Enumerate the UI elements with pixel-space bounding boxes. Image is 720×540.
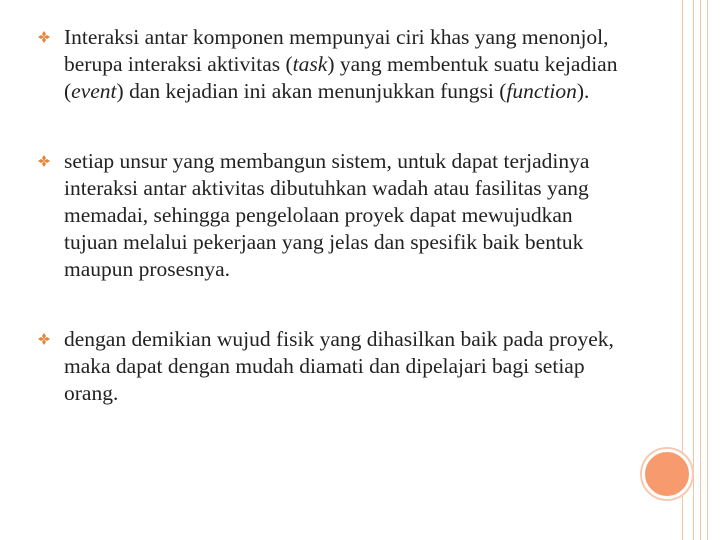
bullet-item bbox=[36, 326, 626, 407]
bullet-text: dengan demikian wujud fisik yang dihasilkan baik pada proyek, maka dapat dengan mudah diamati dan dipelajari bagi setiap orang. bbox=[64, 327, 614, 405]
decorative-circle bbox=[642, 449, 692, 499]
decorative-stripe bbox=[700, 0, 701, 540]
bullet-item bbox=[36, 148, 626, 283]
bullet-text: setiap unsur yang membangun sistem, untuk dapat terjadinya interaksi antar aktivitas dibutuhkan wadah atau fasilitas yang memadai, sehingga pengelolaan proyek dapat mewujudkan tujuan melalui pekerjaan yang jelas dan spesifik baik bentuk maupun prosesnya. bbox=[64, 149, 590, 281]
decorative-stripe bbox=[693, 0, 694, 540]
bullet-list bbox=[36, 24, 626, 407]
bullet-item bbox=[36, 24, 626, 105]
four-diamond-bullet-icon bbox=[38, 333, 50, 345]
bullet-text: Interaksi antar komponen mempunyai ciri khas yang menonjol, berupa interaksi aktivitas (task) yang membentuk suatu kejadian (event) dan kejadian ini akan menunjukkan fungsi (function). bbox=[64, 25, 618, 103]
decorative-stripe bbox=[707, 0, 708, 540]
four-diamond-bullet-icon bbox=[38, 155, 50, 167]
four-diamond-bullet-icon bbox=[38, 31, 50, 43]
